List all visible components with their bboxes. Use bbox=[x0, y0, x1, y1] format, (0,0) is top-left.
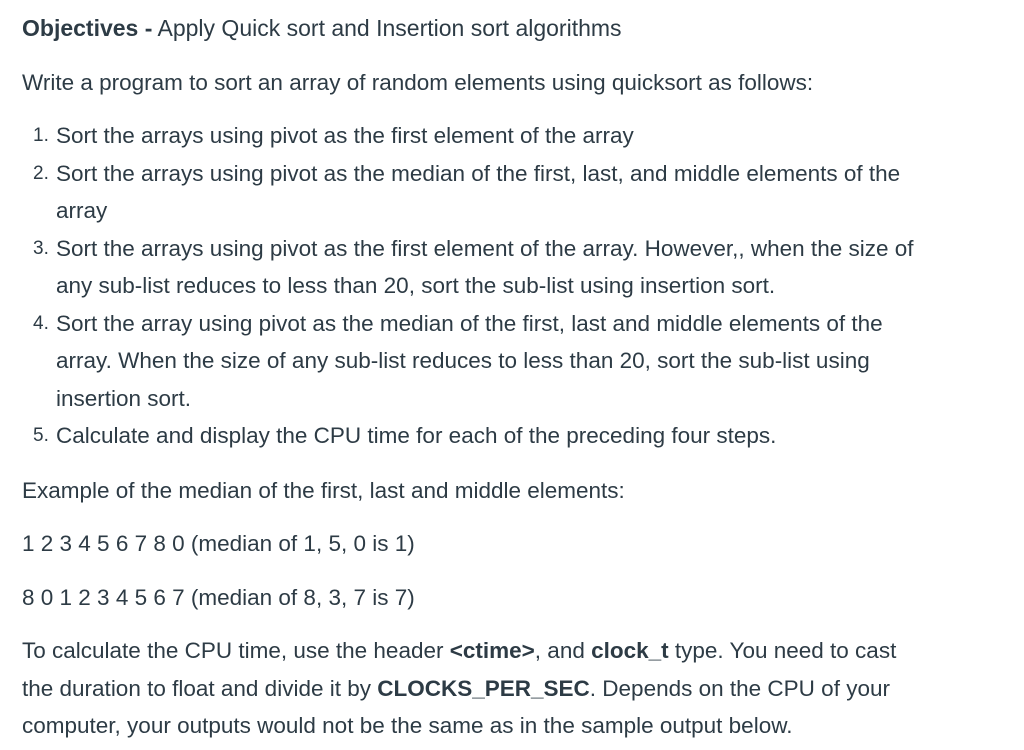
example-line-2: 8 0 1 2 3 4 5 6 7 (median of 8, 3, 7 is 7) bbox=[22, 585, 415, 610]
list-item bbox=[22, 117, 1012, 155]
list-item bbox=[22, 417, 1012, 455]
cpu-time-paragraph bbox=[22, 632, 1012, 745]
title-text: Apply Quick sort and Insertion sort algorithms bbox=[152, 15, 622, 41]
list-item-text: Sort the arrays using pivot as the first element of the array bbox=[56, 123, 634, 148]
list-item-text: insertion sort. bbox=[56, 385, 192, 411]
steps-list bbox=[22, 117, 1012, 455]
list-item-text: Sort the arrays using pivot as the median of the first, last, and middle elements of the bbox=[56, 160, 901, 186]
cpu-text: . Depends on the CPU of your bbox=[589, 675, 890, 701]
list-item-number: 2. bbox=[33, 162, 49, 184]
list-item-text: any sub-list reduces to less than 20, sort the sub-list using insertion sort. bbox=[56, 273, 776, 298]
title-bold: Objectives - bbox=[22, 15, 153, 41]
example-line-1: 1 2 3 4 5 6 7 8 0 (median of 1, 5, 0 is 1) bbox=[22, 531, 415, 556]
list-item-text: Sort the array using pivot as the median of the first, last and middle elements of the bbox=[56, 310, 883, 336]
cpu-time-line-2 bbox=[22, 670, 1012, 708]
cpu-text: the duration to float and divide it by bbox=[22, 675, 378, 701]
list-item-text: array. When the size of any sub-list reduces to less than 20, sort the sub-list using bbox=[56, 348, 870, 373]
ctime-header: <ctime> bbox=[449, 638, 535, 663]
page-title bbox=[22, 13, 622, 43]
list-item-text: Sort the arrays using pivot as the first element of the array. However,, when the size of bbox=[56, 235, 914, 261]
cpu-time-line-3: computer, your outputs would not be the same as in the sample output below. bbox=[22, 713, 793, 738]
cpu-text: type. You need to cast bbox=[668, 638, 897, 663]
list-item bbox=[22, 305, 1012, 418]
list-item bbox=[22, 155, 1012, 230]
intro-paragraph: Write a program to sort an array of random elements using quicksort as follows: bbox=[22, 70, 814, 95]
clock-t-type: clock_t bbox=[591, 638, 669, 663]
list-item-number: 5. bbox=[33, 425, 49, 446]
cpu-time-line-1 bbox=[22, 632, 1012, 670]
list-item bbox=[22, 230, 1012, 305]
example-heading: Example of the median of the first, last and middle elements: bbox=[22, 478, 625, 503]
cpu-text: , and bbox=[534, 638, 592, 663]
list-item-number: 4. bbox=[33, 312, 49, 334]
cpu-text: To calculate the CPU time, use the header bbox=[22, 638, 450, 663]
list-item-number: 3. bbox=[33, 237, 49, 259]
clocks-per-sec: CLOCKS_PER_SEC bbox=[377, 675, 590, 701]
list-item-text: array bbox=[56, 198, 108, 223]
list-item-number: 1. bbox=[33, 125, 49, 146]
list-item-text: Calculate and display the CPU time for each of the preceding four steps. bbox=[56, 423, 777, 448]
